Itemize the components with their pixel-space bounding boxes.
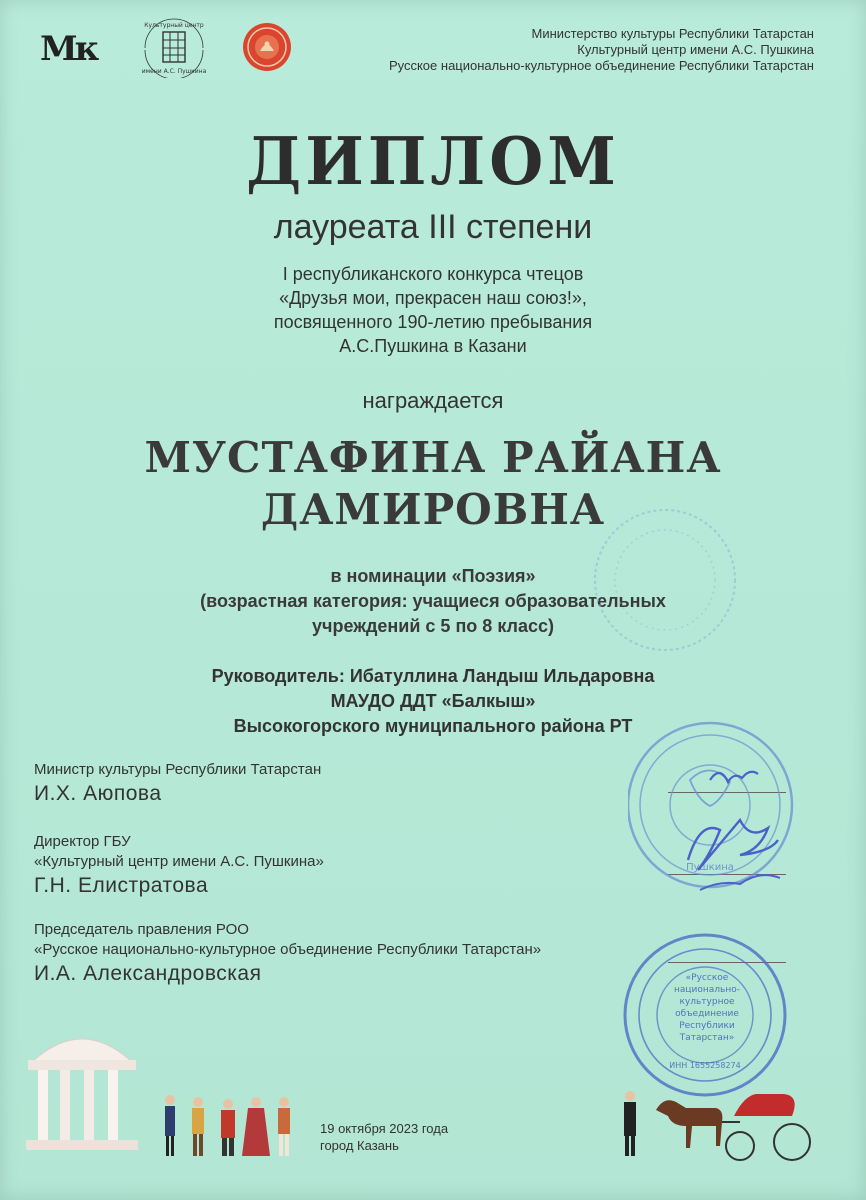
signatory-minister xyxy=(34,760,321,808)
signatory-name: И.Х. Аюпова xyxy=(34,782,162,805)
organizers-list xyxy=(334,26,814,74)
diploma-degree: лауреата III степени xyxy=(273,208,593,246)
signatory-position: Министр культуры Республики Татарстан xyxy=(34,761,322,778)
signatory-position: Директор ГБУ xyxy=(34,833,131,850)
contest-line: «Друзья мои, прекрасен наш союз!», xyxy=(279,288,587,308)
organizer-line: Культурный центр имени А.С. Пушкина xyxy=(577,42,814,57)
organizer-line: Русское национально-культурное объединение Республики Татарстан xyxy=(388,58,814,73)
signatory-position: Председатель правления РОО xyxy=(34,921,249,938)
carriage-illustration xyxy=(616,1086,816,1171)
event-date: 19 октября 2023 года xyxy=(320,1121,449,1136)
faint-stamp xyxy=(590,505,740,660)
stamp-center-text: «Русское национально-культурное объединение Республики Татарстан» xyxy=(674,973,740,1043)
awarded-label: награждается xyxy=(362,388,504,413)
organizer-line: Министерство культуры Республики Татарстан xyxy=(531,26,814,41)
contest-line: А.С.Пушкина в Казани xyxy=(339,336,527,356)
signatory-director xyxy=(34,832,324,900)
supervisor-line: МАУДО ДДТ «Балкыш» xyxy=(330,691,536,711)
stamp-text: Пушкина xyxy=(686,862,734,873)
signatory-chairman xyxy=(34,920,541,988)
recipient-name-line: ДАМИРОВНА xyxy=(260,485,606,534)
tatarstan-emblem-icon xyxy=(242,22,292,72)
event-city: город Казань xyxy=(320,1138,399,1153)
nomination-line: в номинации «Поэзия» xyxy=(330,566,536,586)
contest-line: посвященного 190-летию пребывания xyxy=(273,312,593,332)
signatory-name: Г.Н. Елистратова xyxy=(34,874,209,897)
rotunda-illustration xyxy=(22,1024,142,1159)
cultural-center-logo xyxy=(135,18,213,78)
recipient-name-line: МУСТАФИНА РАЙАНА xyxy=(144,433,722,482)
nomination-line: учреждений с 5 по 8 класс) xyxy=(311,616,555,636)
stamp-inn: ИНН 1655258274 xyxy=(669,1061,741,1070)
signatory-position: «Русское национально-культурное объединение Республики Татарстан» xyxy=(34,941,542,958)
svg-text:Культурный центр: Культурный центр xyxy=(144,22,204,29)
signatory-name: И.А. Александровская xyxy=(34,962,262,985)
mk-logo: Мк xyxy=(40,29,97,69)
contest-description xyxy=(0,262,866,358)
supervisor-line: Руководитель: Ибатуллина Ландыш Ильдаровна xyxy=(211,666,655,686)
handwritten-signature xyxy=(680,760,790,905)
supervisor-line: Высокогорского муниципального района РТ xyxy=(233,716,633,736)
people-illustration xyxy=(158,1090,303,1165)
diploma-title: ДИПЛОМ xyxy=(246,123,620,200)
nomination-line: (возрастная категория: учащиеся образовательных xyxy=(200,591,666,611)
svg-text:имени А.С. Пушкина: имени А.С. Пушкина xyxy=(141,68,207,75)
contest-line: I республиканского конкурса чтецов xyxy=(282,264,584,284)
signatory-position: «Культурный центр имени А.С. Пушкина» xyxy=(34,853,324,870)
event-date-place xyxy=(320,1120,448,1154)
